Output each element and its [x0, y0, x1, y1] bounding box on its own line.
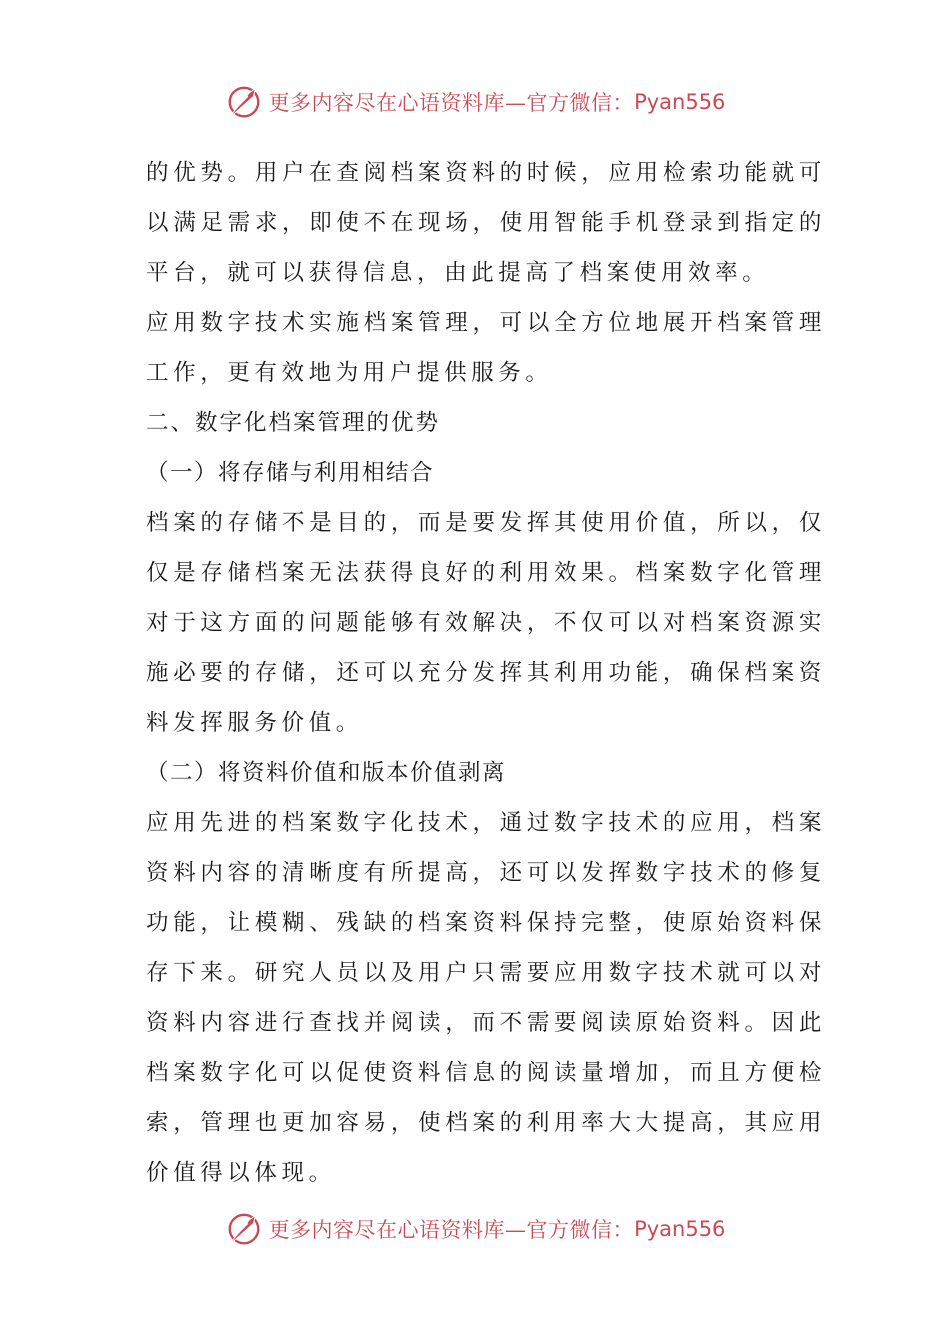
- banner-wechat-id: Pyan556: [634, 90, 726, 114]
- document-body: [146, 148, 826, 1198]
- footer-watermark-banner: [0, 1207, 950, 1251]
- pen-quill-logo-icon: [225, 1210, 263, 1248]
- banner-wechat-id: Pyan556: [634, 1217, 726, 1241]
- paragraph: 的优势。用户在查阅档案资料的时候，应用检索功能就可以满足需求，即使不在现场，使用智能手机登录到指定的平台，就可以获得信息，由此提高了档案使用效率。: [146, 160, 826, 286]
- subsection-heading: （一）将存储与利用相结合: [146, 460, 435, 486]
- subsection-heading: （二）将资料价值和版本价值剥离: [146, 760, 507, 786]
- banner-text: 更多内容尽在心语资料库—官方微信：: [268, 91, 635, 115]
- paragraph: 档案的存储不是目的，而是要发挥其使用价值，所以，仅仅是存储档案无法获得良好的利用效果。档案数字化管理对于这方面的问题能够有效解决，不仅可以对档案资源实施必要的存储，还可以充分发挥其利用功能，确保档案资料发挥服务价值。: [146, 510, 826, 736]
- header-watermark-banner: [0, 80, 950, 124]
- banner-text: 更多内容尽在心语资料库—官方微信：: [268, 1218, 635, 1242]
- paragraph: 应用先进的档案数字化技术，通过数字技术的应用，档案资料内容的清晰度有所提高，还可以发挥数字技术的修复功能，让模糊、残缺的档案资料保持完整，使原始资料保存下来。研究人员以及用户只需要应用数字技术就可以对资料内容进行查找并阅读，而不需要阅读原始资料。因此档案数字化可以促使资料信息的阅读量增加，而且方便检索，管理也更加容易，使档案的利用率大大提高，其应用价值得以体现。: [146, 810, 826, 1186]
- section-heading: 二、数字化档案管理的优势: [146, 410, 441, 436]
- pen-quill-logo-icon: [225, 83, 263, 121]
- paragraph: 应用数字技术实施档案管理，可以全方位地展开档案管理工作，更有效地为用户提供服务。: [146, 310, 826, 386]
